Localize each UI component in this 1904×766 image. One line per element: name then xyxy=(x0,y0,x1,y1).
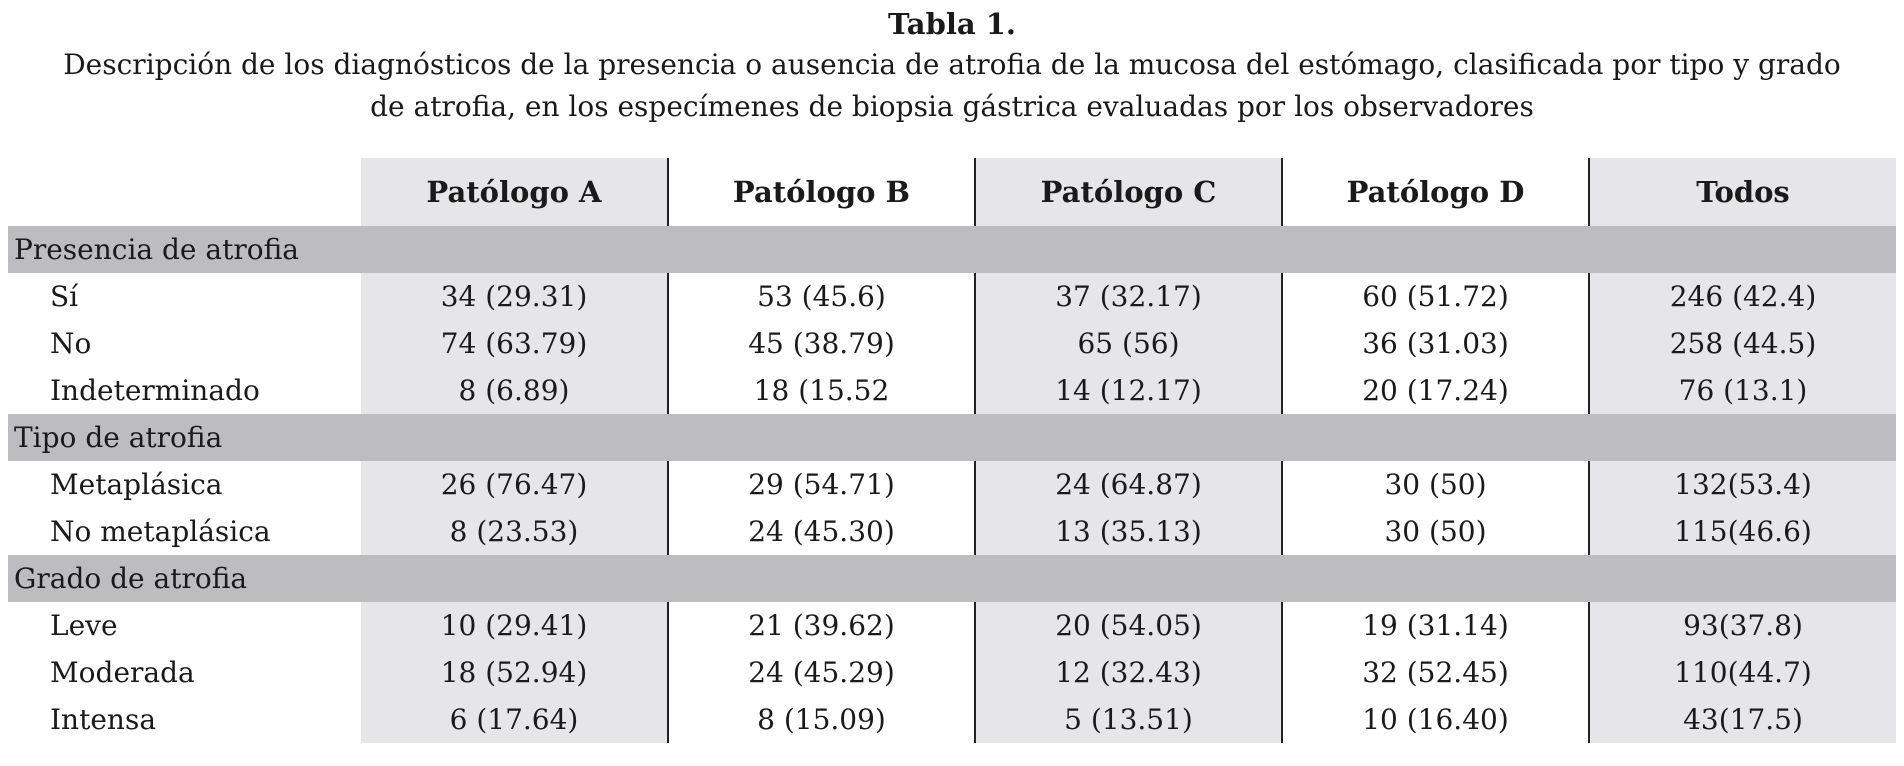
section-row-tipo xyxy=(8,414,1896,461)
caption-title: Tabla 1. xyxy=(887,7,1017,41)
section-row-grado xyxy=(8,555,1896,602)
table-cell: 24 (64.87) xyxy=(975,461,1282,508)
row-label: No xyxy=(8,320,361,367)
section-title: Tipo de atrofia xyxy=(8,414,1896,461)
row-label: Metaplásica xyxy=(8,461,361,508)
table-cell: 14 (12.17) xyxy=(975,367,1282,414)
table-cell: 18 (52.94) xyxy=(361,649,668,696)
table-cell: 5 (13.51) xyxy=(975,696,1282,743)
table-cell: 8 (15.09) xyxy=(668,696,975,743)
table-cell: 30 (50) xyxy=(1282,461,1589,508)
table-row xyxy=(8,367,1896,414)
table-cell: 24 (45.30) xyxy=(668,508,975,555)
table-cell: 60 (51.72) xyxy=(1282,273,1589,320)
table-cell: 18 (15.52 xyxy=(668,367,975,414)
row-label: Indeterminado xyxy=(8,367,361,414)
table-cell: 20 (17.24) xyxy=(1282,367,1589,414)
table-cell: 110(44.7) xyxy=(1589,649,1896,696)
table-row xyxy=(8,461,1896,508)
row-label: Leve xyxy=(8,602,361,649)
header-patologo-b: Patólogo B xyxy=(668,158,975,226)
row-label: Intensa xyxy=(8,696,361,743)
table-row xyxy=(8,696,1896,743)
table-cell: 65 (56) xyxy=(975,320,1282,367)
table-cell: 26 (76.47) xyxy=(361,461,668,508)
table-cell: 29 (54.71) xyxy=(668,461,975,508)
table-cell: 76 (13.1) xyxy=(1589,367,1896,414)
table-cell: 12 (32.43) xyxy=(975,649,1282,696)
row-label: Sí xyxy=(8,273,361,320)
header-patologo-d: Patólogo D xyxy=(1282,158,1589,226)
table-row xyxy=(8,273,1896,320)
table-cell: 8 (6.89) xyxy=(361,367,668,414)
header-patologo-a: Patólogo A xyxy=(361,158,668,226)
section-title: Grado de atrofia xyxy=(8,555,1896,602)
table-cell: 8 (23.53) xyxy=(361,508,668,555)
atrophy-table xyxy=(8,158,1896,743)
table-cell: 30 (50) xyxy=(1282,508,1589,555)
header-todos: Todos xyxy=(1589,158,1896,226)
caption-text: Descripción de los diagnósticos de la presencia o ausencia de atrofia de la mucosa del estómago, clasificada por tipo y grado de atrofia, en los especímenes de biopsia gástrica evaluadas por los observadores xyxy=(63,48,1841,123)
table-row xyxy=(8,320,1896,367)
table-cell: 53 (45.6) xyxy=(668,273,975,320)
table-cell: 32 (52.45) xyxy=(1282,649,1589,696)
table-cell: 246 (42.4) xyxy=(1589,273,1896,320)
table-cell: 34 (29.31) xyxy=(361,273,668,320)
section-row-presencia xyxy=(8,226,1896,273)
row-label: Moderada xyxy=(8,649,361,696)
table-row xyxy=(8,508,1896,555)
header-patologo-c: Patólogo C xyxy=(975,158,1282,226)
row-label: No metaplásica xyxy=(8,508,361,555)
table-cell: 24 (45.29) xyxy=(668,649,975,696)
table-row xyxy=(8,602,1896,649)
header-row xyxy=(8,158,1896,226)
table-cell: 74 (63.79) xyxy=(361,320,668,367)
table-cell: 45 (38.79) xyxy=(668,320,975,367)
table-cell: 10 (16.40) xyxy=(1282,696,1589,743)
header-empty-cell xyxy=(8,158,361,226)
table-cell: 132(53.4) xyxy=(1589,461,1896,508)
table-row xyxy=(8,649,1896,696)
table-cell: 6 (17.64) xyxy=(361,696,668,743)
table-cell: 37 (32.17) xyxy=(975,273,1282,320)
table-cell: 19 (31.14) xyxy=(1282,602,1589,649)
table-cell: 21 (39.62) xyxy=(668,602,975,649)
table-cell: 93(37.8) xyxy=(1589,602,1896,649)
table-cell: 43(17.5) xyxy=(1589,696,1896,743)
table-cell: 115(46.6) xyxy=(1589,508,1896,555)
table-cell: 13 (35.13) xyxy=(975,508,1282,555)
table-cell: 36 (31.03) xyxy=(1282,320,1589,367)
section-title: Presencia de atrofia xyxy=(8,226,1896,273)
table-caption xyxy=(0,0,1904,128)
table-cell: 10 (29.41) xyxy=(361,602,668,649)
table-cell: 20 (54.05) xyxy=(975,602,1282,649)
table-cell: 258 (44.5) xyxy=(1589,320,1896,367)
